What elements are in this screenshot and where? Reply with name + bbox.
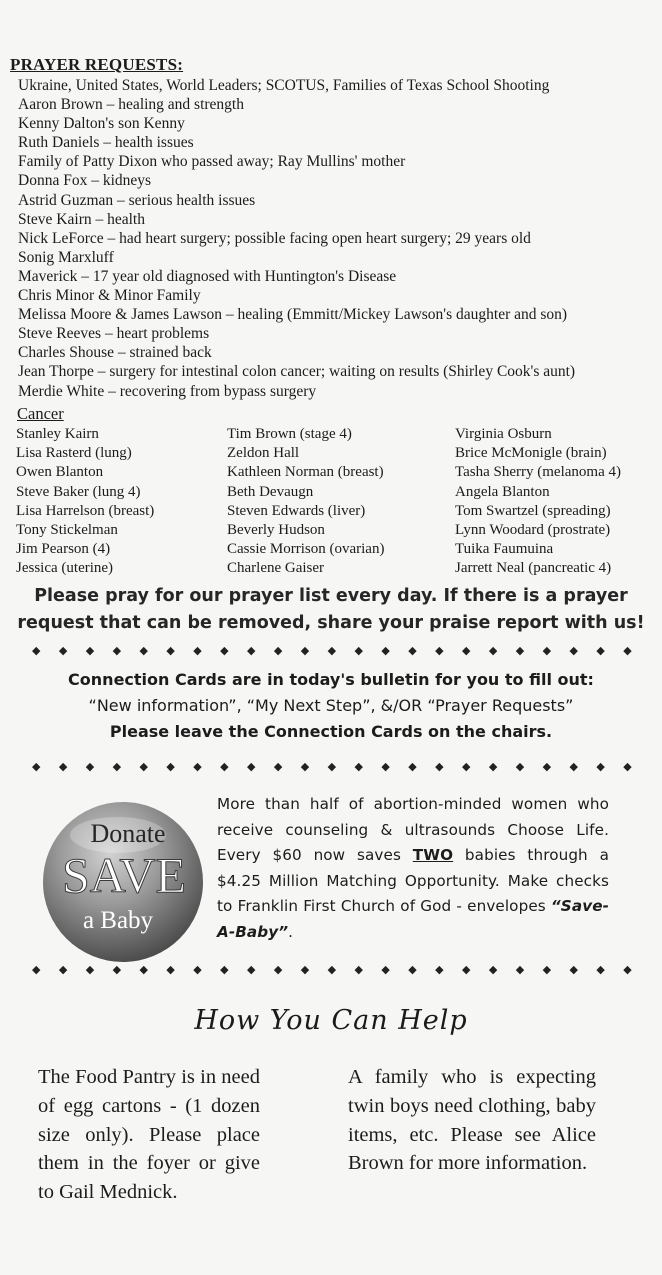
prayer-request-item: Ruth Daniels – health issues	[18, 134, 194, 152]
prayer-requests-list	[18, 76, 575, 401]
divider-diamond-icon: ◆	[58, 644, 68, 657]
divider-diamond-icon: ◆	[515, 644, 525, 657]
cancer-list-item: Lynn Woodard (prostrate)	[455, 522, 611, 539]
divider-diamond-icon: ◆	[542, 760, 552, 773]
divider-diamond-icon: ◆	[623, 644, 632, 657]
logo-word-a-baby: a Baby	[82, 907, 154, 934]
divider-diamond-icon: ◆	[85, 644, 95, 657]
divider-diamond-icon: ◆	[139, 963, 148, 976]
divider-diamond-icon: ◆	[596, 644, 605, 657]
cancer-list-item: Tim Brown (stage 4)	[227, 426, 352, 442]
divider-diamond-icon: ◆	[220, 644, 229, 657]
divider-diamond-icon: ◆	[408, 963, 417, 976]
divider-diamond-icon: ◆	[139, 760, 148, 773]
cancer-list-item: Zeldon Hall	[227, 445, 300, 462]
divider-diamond-icon: ◆	[488, 963, 498, 976]
divider-diamond-icon: ◆	[542, 644, 552, 657]
divider-diamond-icon: ◆	[515, 760, 525, 773]
prayer-request-item: Steve Reeves – heart problems	[18, 325, 210, 343]
cancer-list-column-1	[16, 425, 154, 579]
prayer-request-item: Astrid Guzman – serious health issues	[18, 191, 256, 209]
prayer-request-item: Chris Minor & Minor Family	[18, 287, 201, 305]
divider-diamond-icon: ◆	[273, 760, 283, 773]
divider-diamond-icon: ◆	[327, 760, 337, 773]
prayer-request-item: Family of Patty Dixon who passed away; Ray Mullins' mother	[18, 153, 406, 171]
divider-diamond-icon: ◆	[247, 963, 256, 976]
divider-diamond-icon: ◆	[273, 644, 283, 657]
connection-cards-notice	[0, 667, 662, 745]
divider-diamond-icon: ◆	[193, 760, 202, 773]
donate-text-two: TWO	[412, 846, 454, 865]
divider-diamond-icon: ◆	[85, 760, 95, 773]
cancer-list-item: Kathleen Norman (breast)	[227, 464, 384, 481]
divider-diamond-icon: ◆	[435, 963, 444, 976]
cancer-heading: Cancer	[17, 404, 64, 423]
donate-save-a-baby-logo	[38, 797, 208, 967]
divider-diamond-icon: ◆	[623, 963, 632, 976]
divider-diamond-icon: ◆	[381, 963, 390, 976]
cancer-list-item: Beverly Hudson	[227, 522, 325, 539]
divider-diamond-icon: ◆	[569, 644, 578, 657]
prayer-request-item: Jean Thorpe – surgery for intestinal colon cancer; waiting on results (Shirley Cook's aunt)	[18, 363, 576, 381]
divider-diamond-icon: ◆	[569, 760, 578, 773]
donate-text-a: More than half of abortion-minded women who receive counseling & ultrasounds Choose Life. Every $60 now saves	[217, 795, 609, 865]
divider-diamond-icon: ◆	[381, 760, 390, 773]
logo-word-donate: Donate	[90, 819, 166, 848]
twin-boys-notice: A family who is expecting twin boys need clothing, baby items, etc. Please see Alice Brown for more information.	[348, 1066, 596, 1175]
divider-diamond-icon: ◆	[220, 963, 229, 976]
cancer-list-item: Beth Devaugn	[227, 483, 314, 500]
prayer-request-item: Merdie White – recovering from bypass surgery	[18, 382, 317, 400]
cancer-list-item: Tasha Sherry (melanoma 4)	[455, 464, 621, 481]
divider-diamond-icon: ◆	[327, 963, 337, 976]
divider-diamond-icon: ◆	[381, 644, 390, 657]
divider-diamond-icon: ◆	[166, 760, 175, 773]
pray-daily-line-1: Please pray for our prayer list every day. If there is a prayer	[34, 586, 628, 606]
divider-diamond-icon: ◆	[166, 963, 175, 976]
prayer-request-item: Sonig Marxluff	[18, 248, 114, 266]
divider-diamond-icon: ◆	[193, 644, 202, 657]
connection-line-3: Please leave the Connection Cards on the chairs.	[109, 722, 553, 741]
cancer-list-item: Tuika Faumuina	[455, 541, 554, 558]
prayer-request-item: Kenny Dalton's son Kenny	[18, 115, 185, 133]
divider-diamond-icon: ◆	[193, 963, 202, 976]
divider-diamond-icon: ◆	[220, 760, 229, 773]
prayer-requests-heading: PRAYER REQUESTS:	[10, 55, 184, 74]
logo-word-save: SAVE	[61, 847, 187, 903]
divider-diamond-icon: ◆	[300, 760, 310, 773]
cancer-list-item: Stanley Kairn	[16, 426, 99, 442]
divider-diamond-icon: ◆	[408, 644, 417, 657]
divider-diamond-icon: ◆	[488, 760, 498, 773]
divider-diamond-icon: ◆	[354, 644, 363, 657]
prayer-request-item: Nick LeForce – had heart surgery; possible facing open heart surgery; 29 years old	[18, 229, 531, 247]
cancer-list-item: Jessica (uterine)	[16, 560, 114, 577]
divider-diamond-icon: ◆	[247, 644, 256, 657]
cancer-list-item: Virginia Osburn	[455, 426, 552, 442]
divider-diamond-icon: ◆	[327, 644, 337, 657]
divider-diamond-icon: ◆	[462, 963, 471, 976]
cancer-list-item: Charlene Gaiser	[227, 560, 325, 577]
divider-diamond-icon: ◆	[32, 760, 41, 773]
divider-diamond-icon: ◆	[488, 644, 498, 657]
prayer-request-item: Ukraine, United States, World Leaders; SCOTUS, Families of Texas School Shooting	[18, 77, 550, 94]
cancer-list-item: Jim Pearson (4)	[16, 541, 111, 558]
cancer-list-item: Tony Stickelman	[16, 522, 118, 539]
prayer-request-item: Charles Shouse – strained back	[18, 344, 212, 362]
diamond-divider	[32, 760, 632, 773]
divider-diamond-icon: ◆	[623, 760, 632, 773]
divider-diamond-icon: ◆	[569, 963, 578, 976]
diamond-divider	[32, 644, 632, 657]
prayer-request-item: Melissa Moore & James Lawson – healing (Emmitt/Mickey Lawson's daughter and son)	[18, 306, 568, 324]
connection-line-1: Connection Cards are in today's bulletin for you to fill out:	[68, 670, 594, 689]
donate-text-end: .	[288, 922, 294, 941]
divider-diamond-icon: ◆	[542, 963, 552, 976]
divider-diamond-icon: ◆	[435, 644, 444, 657]
cancer-list-item: Lisa Harrelson (breast)	[16, 502, 155, 519]
divider-diamond-icon: ◆	[247, 760, 256, 773]
divider-diamond-icon: ◆	[32, 963, 41, 976]
divider-diamond-icon: ◆	[85, 963, 95, 976]
divider-diamond-icon: ◆	[435, 760, 444, 773]
divider-diamond-icon: ◆	[112, 644, 122, 657]
divider-diamond-icon: ◆	[462, 760, 471, 773]
divider-diamond-icon: ◆	[58, 963, 68, 976]
divider-diamond-icon: ◆	[273, 963, 283, 976]
divider-diamond-icon: ◆	[596, 760, 605, 773]
cancer-list-item: Steve Baker (lung 4)	[16, 483, 141, 500]
donate-text-save-a-baby: “Save-A-Baby”	[217, 897, 609, 941]
cancer-list-item: Steven Edwards (liver)	[227, 502, 366, 519]
divider-diamond-icon: ◆	[515, 963, 525, 976]
divider-diamond-icon: ◆	[300, 644, 310, 657]
cancer-list-column-3	[455, 425, 621, 579]
diamond-divider	[32, 963, 632, 976]
prayer-request-item: Aaron Brown – healing and strength	[18, 96, 244, 114]
cancer-list-item: Jarrett Neal (pancreatic 4)	[455, 560, 612, 577]
cancer-list-column-2	[227, 425, 384, 579]
cancer-list-item: Tom Swartzel (spreading)	[455, 502, 611, 519]
connection-line-2: “New information”, “My Next Step”, &/OR “Prayer Requests”	[88, 696, 574, 715]
divider-diamond-icon: ◆	[112, 760, 122, 773]
divider-diamond-icon: ◆	[462, 644, 471, 657]
divider-diamond-icon: ◆	[58, 760, 68, 773]
donate-description	[217, 792, 609, 946]
cancer-list-item: Owen Blanton	[16, 464, 104, 481]
divider-diamond-icon: ◆	[112, 963, 122, 976]
pray-daily-notice	[0, 583, 662, 637]
cancer-list-item: Angela Blanton	[455, 483, 550, 500]
divider-diamond-icon: ◆	[166, 644, 175, 657]
cancer-list-item: Cassie Morrison (ovarian)	[227, 541, 385, 558]
divider-diamond-icon: ◆	[354, 760, 363, 773]
prayer-request-item: Steve Kairn – health	[18, 210, 145, 228]
divider-diamond-icon: ◆	[139, 644, 148, 657]
prayer-request-item: Donna Fox – kidneys	[18, 172, 152, 190]
food-pantry-notice: The Food Pantry is in need of egg cartons - (1 dozen size only). Please place them in the foyer or give to Gail Mednick.	[38, 1066, 260, 1204]
divider-diamond-icon: ◆	[32, 644, 41, 657]
donate-text-b: babies through a $4.25 Million Matching Opportunity. Make checks to Franklin First Church of God - envelopes	[217, 846, 609, 916]
pray-daily-line-2: request that can be removed, share your praise report with us!	[17, 613, 645, 633]
how-you-can-help-title: How You Can Help	[194, 1005, 468, 1036]
divider-diamond-icon: ◆	[300, 963, 310, 976]
divider-diamond-icon: ◆	[354, 963, 363, 976]
prayer-request-item: Maverick – 17 year old diagnosed with Huntington's Disease	[18, 267, 397, 285]
cancer-list-item: Brice McMonigle (brain)	[455, 445, 607, 462]
divider-diamond-icon: ◆	[408, 760, 417, 773]
divider-diamond-icon: ◆	[596, 963, 605, 976]
cancer-list-item: Lisa Rasterd (lung)	[16, 445, 132, 462]
